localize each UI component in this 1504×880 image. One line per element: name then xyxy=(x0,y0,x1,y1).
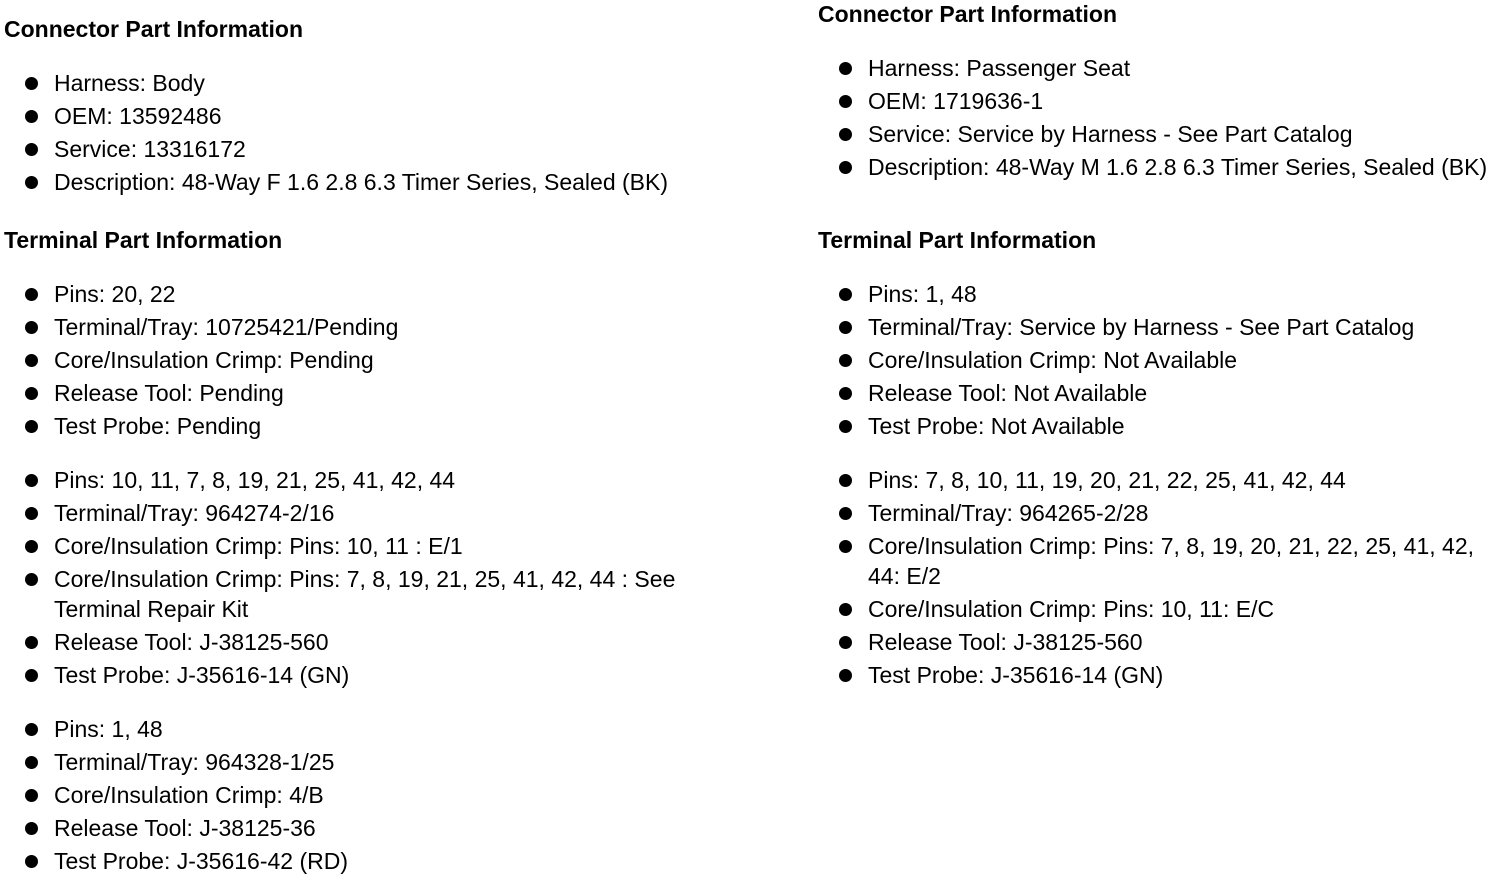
list-item: Terminal/Tray: 964265-2/28 xyxy=(818,498,1498,528)
list-item: Service: Service by Harness - See Part Catalog xyxy=(818,119,1498,149)
list-item: Terminal/Tray: Service by Harness - See Part Catalog xyxy=(818,312,1414,342)
connector-part-heading: Connector Part Information xyxy=(4,16,304,42)
terminal-group-list xyxy=(4,465,739,693)
list-item: Pins: 10, 11, 7, 8, 19, 21, 25, 41, 42, 44 xyxy=(4,465,739,495)
list-item: Pins: 1, 48 xyxy=(818,279,1414,309)
connector-part-list xyxy=(4,68,668,200)
list-item: Pins: 20, 22 xyxy=(4,279,398,309)
list-item: OEM: 1719636-1 xyxy=(818,86,1498,116)
list-item: Test Probe: J-35616-14 (GN) xyxy=(818,660,1498,690)
list-item: Terminal/Tray: 964274-2/16 xyxy=(4,498,739,528)
list-item: Test Probe: Not Available xyxy=(818,411,1414,441)
list-item: Core/Insulation Crimp: Pins: 7, 8, 19, 21, 25, 41, 42, 44 : See Terminal Repair Kit xyxy=(4,564,739,624)
terminal-group-list xyxy=(818,465,1498,693)
connector-part-list xyxy=(818,53,1498,185)
terminal-group-list xyxy=(4,279,398,444)
list-item: Release Tool: Pending xyxy=(4,378,398,408)
list-item: Harness: Passenger Seat xyxy=(818,53,1498,83)
list-item: OEM: 13592486 xyxy=(4,101,668,131)
list-item: Core/Insulation Crimp: Pins: 7, 8, 19, 20, 21, 22, 25, 41, 42, 44: E/2 xyxy=(818,531,1498,591)
list-item: Core/Insulation Crimp: Not Available xyxy=(818,345,1414,375)
list-item: Test Probe: J-35616-14 (GN) xyxy=(4,660,739,690)
list-item: Release Tool: J-38125-36 xyxy=(4,813,348,843)
list-item: Core/Insulation Crimp: Pending xyxy=(4,345,398,375)
terminal-group-list xyxy=(818,279,1414,444)
terminal-part-heading: Terminal Part Information xyxy=(4,227,283,253)
list-item: Terminal/Tray: 10725421/Pending xyxy=(4,312,398,342)
list-item: Test Probe: Pending xyxy=(4,411,398,441)
list-item: Core/Insulation Crimp: 4/B xyxy=(4,780,348,810)
list-item: Description: 48-Way F 1.6 2.8 6.3 Timer Series, Sealed (BK) xyxy=(4,167,668,197)
list-item: Release Tool: J-38125-560 xyxy=(4,627,739,657)
list-item: Pins: 7, 8, 10, 11, 19, 20, 21, 22, 25, 41, 42, 44 xyxy=(818,465,1498,495)
list-item: Test Probe: J-35616-42 (RD) xyxy=(4,846,348,876)
list-item: Release Tool: J-38125-560 xyxy=(818,627,1498,657)
terminal-group-list xyxy=(4,714,348,879)
connector-part-heading: Connector Part Information xyxy=(818,1,1118,27)
list-item: Core/Insulation Crimp: Pins: 10, 11: E/C xyxy=(818,594,1498,624)
terminal-part-heading: Terminal Part Information xyxy=(818,227,1097,253)
list-item: Description: 48-Way M 1.6 2.8 6.3 Timer Series, Sealed (BK) xyxy=(818,152,1498,182)
list-item: Harness: Body xyxy=(4,68,668,98)
list-item: Service: 13316172 xyxy=(4,134,668,164)
list-item: Terminal/Tray: 964328-1/25 xyxy=(4,747,348,777)
list-item: Release Tool: Not Available xyxy=(818,378,1414,408)
list-item: Pins: 1, 48 xyxy=(4,714,348,744)
list-item: Core/Insulation Crimp: Pins: 10, 11 : E/1 xyxy=(4,531,739,561)
